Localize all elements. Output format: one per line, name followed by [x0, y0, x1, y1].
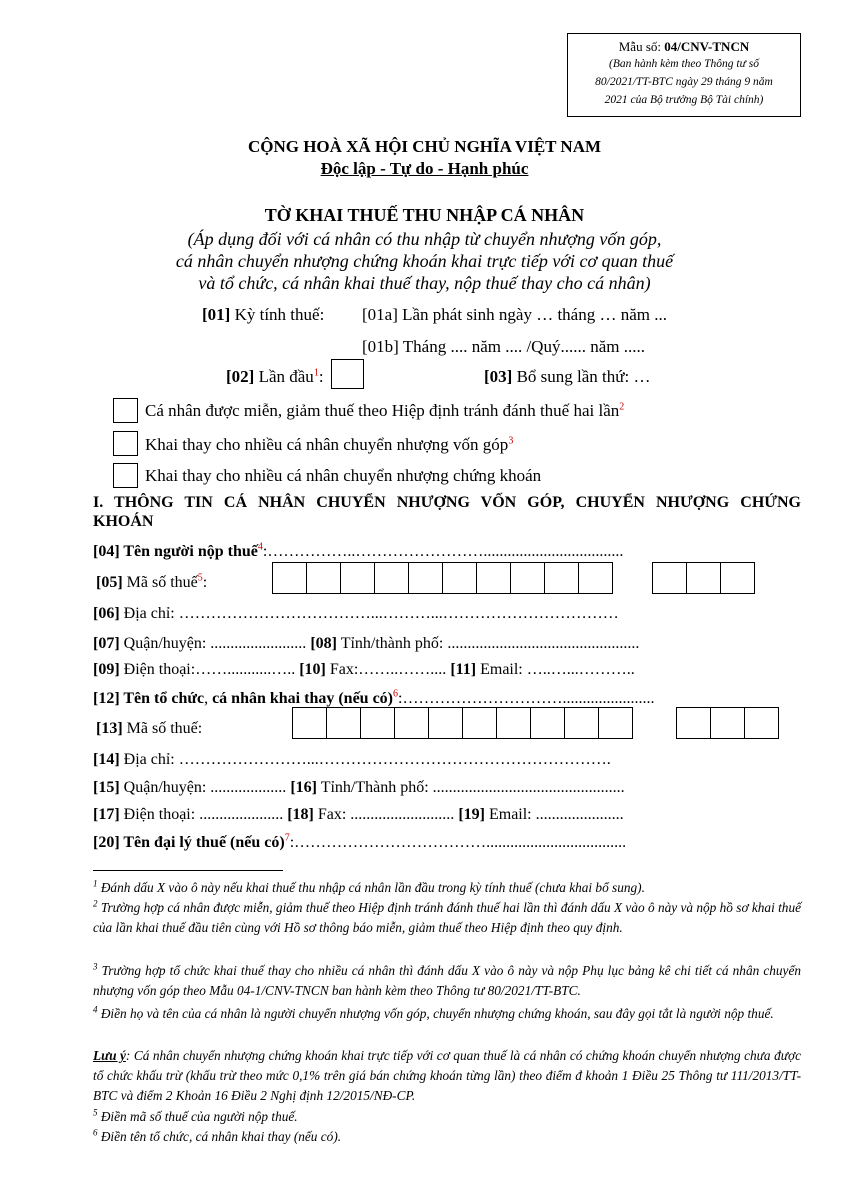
taxpayer-name-label: [04] Tên người nộp thuế — [93, 543, 258, 560]
tax-id-cell[interactable] — [374, 562, 409, 594]
tax-id-cell[interactable] — [340, 562, 375, 594]
footnote-4-text: Điền họ và tên của cá nhân là người chuyển nhượng vốn góp, chuyển nhượng chứng khoán, sau đây gọi tắt là người nộp thuế. — [100, 1006, 774, 1021]
agent-contact-row — [93, 806, 624, 824]
agent-tax-id-cell[interactable] — [530, 707, 565, 739]
form-box-line3: 80/2021/TT-BTC ngày 29 tháng 9 năm — [595, 76, 773, 88]
form-number-box — [567, 33, 801, 117]
tax-period-label: Kỳ tính thuế: — [234, 305, 325, 324]
footnote-2 — [93, 898, 801, 938]
agent-tax-id-branch-cell[interactable] — [744, 707, 779, 739]
code-03: [03] — [484, 367, 513, 386]
fax-input[interactable]: Fax:……..…….... — [329, 661, 447, 678]
motto: Độc lập - Tự do - Hạnh phúc — [320, 159, 529, 178]
code-18: [18] — [287, 806, 314, 823]
tax-id-cell[interactable] — [510, 562, 545, 594]
code-10: [10] — [299, 661, 326, 678]
tax-id-cell[interactable] — [544, 562, 579, 594]
agent-tax-id-label: Mã số thuế: — [126, 720, 203, 737]
motto-wrap — [0, 159, 849, 179]
code-19: [19] — [458, 806, 485, 823]
tax-id-sup: 5 — [197, 572, 203, 584]
title-sub-1: (Áp dụng đối với cá nhân có thu nhập từ chuyển nhượng vốn góp, — [187, 229, 662, 249]
title-sub-3: và tổ chức, cá nhân khai thuế thay, nộp thuế thay cho cá nhân) — [198, 273, 651, 293]
country-name: CỘNG HOÀ XÃ HỘI CHỦ NGHĨA VIỆT NAM — [247, 137, 602, 156]
email-input[interactable]: Email: …..…...……….. — [480, 661, 635, 678]
code-01: [01] — [202, 305, 231, 324]
tax-id-label: Mã số thuế — [126, 574, 198, 591]
tax-id-cell[interactable] — [476, 562, 511, 594]
tax-id-cell[interactable] — [442, 562, 477, 594]
period-01a: [01a] Lần phát sinh ngày … tháng … năm ... — [362, 305, 667, 324]
agent-district-input[interactable]: Quận/huyện: ................... — [123, 779, 287, 796]
code-14: [14] — [93, 751, 120, 768]
note-text: : Cá nhân chuyển nhượng chứng khoán khai trực tiếp với cơ quan thuế là cá nhân có chứng khoán chuyển nhượng chưa được tổ chức khấu trừ (khấu trừ theo mức 0,1% trên giá bán chứng khoán từng lần) theo điểm đ khoản 1 Điều 25 Thông tư 111/2013/TT-BTC và điểm 2 Khoản 16 Điều 2 Nghị định 12/2015/NĐ-CP. — [93, 1048, 801, 1103]
agent-org-sup: 6 — [393, 688, 398, 700]
code-13: [13] — [96, 720, 123, 737]
district-input[interactable]: Quận/huyện: ........................ — [123, 635, 307, 652]
tax-agent-input[interactable]: :………………………………................................... — [289, 834, 627, 851]
option-text-treaty: Cá nhân được miễn, giảm thuế theo Hiệp định tránh đánh thuế hai lần — [145, 401, 620, 420]
agent-tax-id-cell[interactable] — [564, 707, 599, 739]
agent-province-input[interactable]: Tỉnh/Thành phố: ................................................ — [320, 779, 625, 796]
code-07: [07] — [93, 635, 120, 652]
supplement-row — [484, 367, 650, 387]
period-01b: [01b] Tháng .... năm .... /Quý...... năm ..... — [362, 337, 645, 356]
agent-tax-id-row — [96, 720, 202, 738]
first-time-sup: 1 — [313, 367, 319, 379]
footnote-6-sup: 6 — [93, 1127, 98, 1138]
option-label-treaty — [145, 401, 624, 421]
option-checkbox-treaty[interactable] — [113, 398, 138, 423]
agent-district-province-row — [93, 779, 625, 797]
footnote-4 — [93, 1004, 801, 1024]
footnote-1 — [93, 878, 801, 898]
agent-tax-id-branch-cell[interactable] — [710, 707, 745, 739]
form-box-line2: (Ban hành kèm theo Thông tư số — [608, 58, 759, 70]
address-row — [93, 605, 619, 623]
tax-id-cell[interactable] — [272, 562, 307, 594]
tax-id-row — [96, 574, 207, 592]
agent-address-input[interactable]: Địa chỉ: ……………………...………………………………………………. — [123, 751, 611, 768]
code-09: [09] — [93, 661, 120, 678]
contact-row — [93, 661, 635, 679]
form-number-code: 04/CNV-TNCN — [664, 39, 750, 54]
tax-id-cells[interactable] — [272, 562, 613, 594]
tax-agent-sup: 7 — [284, 832, 290, 844]
tax-id-branch-cell[interactable] — [686, 562, 721, 594]
form-number-label: Mẫu số: — [618, 39, 661, 54]
form-title: TỜ KHAI THUẾ THU NHẬP CÁ NHÂN — [264, 205, 585, 225]
tax-id-branch-cells[interactable] — [652, 562, 755, 594]
agent-email-input[interactable]: Email: ...................... — [488, 806, 624, 823]
agent-tax-id-cell[interactable] — [360, 707, 395, 739]
province-input[interactable]: Tỉnh/thành phố: ................................................ — [340, 635, 640, 652]
section-heading-2: KHOÁN — [93, 513, 154, 530]
footnote-2-sup: 2 — [93, 898, 98, 909]
footnote-5-sup: 5 — [93, 1107, 98, 1118]
footnote-3-text: Trường hợp tổ chức khai thuế thay cho nhiều cá nhân thì đánh dấu X vào ô này và nộp Phụ lục bảng kê chi tiết cá nhân chuyển nhượng vốn góp theo Mẫu 04-1/CNV-TNCN ban hành kèm theo Thông tư 80/2021/TT-BTC. — [93, 963, 801, 998]
agent-org-label: [12] Tên tổ chức — [93, 690, 205, 707]
phone-input[interactable]: Điện thoại:……...........….. — [123, 661, 296, 678]
agent-org-comma: , — [204, 690, 209, 707]
option-checkbox-securities[interactable] — [113, 463, 138, 488]
option-sup-capital: 3 — [508, 435, 514, 447]
agent-address-row — [93, 751, 611, 769]
code-08: [08] — [310, 635, 337, 652]
option-label-securities: Khai thay cho nhiều cá nhân chuyển nhượng chứng khoán — [145, 466, 542, 485]
footnote-1-text: Đánh dấu X vào ô này nếu khai thuế thu nhập cá nhân lần đầu trong kỳ tính thuế (chưa khai bổ sung). — [100, 880, 645, 895]
address-input[interactable]: Địa chỉ: ………………………………...………...…………………………… — [123, 605, 619, 622]
code-05: [05] — [96, 574, 123, 591]
option-checkbox-capital[interactable] — [113, 431, 138, 456]
agent-tax-id-cell[interactable] — [462, 707, 497, 739]
agent-tax-id-branch-cell[interactable] — [676, 707, 711, 739]
tax-agent-row — [93, 834, 626, 852]
first-time-checkbox[interactable] — [331, 359, 364, 389]
taxpayer-name-input[interactable]: :……………..……………………................................... — [262, 543, 624, 560]
tax-id-branch-cell[interactable] — [652, 562, 687, 594]
agent-org-label-2: cá nhân khai thay (nếu có) — [212, 690, 393, 707]
tax-id-cell[interactable] — [578, 562, 613, 594]
tax-id-colon: : — [202, 574, 208, 591]
footnote-6-text: Điền tên tổ chức, cá nhân khai thay (nếu có). — [100, 1129, 342, 1144]
agent-org-input[interactable]: :…………………………....................... — [398, 690, 655, 707]
tax-id-branch-cell[interactable] — [720, 562, 755, 594]
footnote-2-text: Trường hợp cá nhân được miễn, giảm thuế theo Hiệp định tránh đánh thuế hai lần thì đánh dấu X vào ô này và nộp hồ sơ khai thuế của lần khai thuế đầu tiên cùng với Hồ sơ thông báo miễn, giảm thuế theo Hiệp định theo quy định. — [93, 900, 801, 935]
agent-tax-id-cell[interactable] — [598, 707, 633, 739]
code-06: [06] — [93, 605, 120, 622]
footnote-5-text: Điền mã số thuế của người nộp thuế. — [100, 1109, 298, 1124]
option-text-capital: Khai thay cho nhiều cá nhân chuyển nhượng vốn góp — [145, 435, 509, 454]
footnote-4-sup: 4 — [93, 1004, 98, 1015]
option-sup-treaty: 2 — [619, 401, 625, 413]
footnote-3-sup: 3 — [93, 961, 98, 972]
agent-tax-id-cell[interactable] — [496, 707, 531, 739]
agent-tax-id-cell[interactable] — [326, 707, 361, 739]
agent-tax-id-cells[interactable] — [292, 707, 633, 739]
first-time-row: [02] Lần đầu$^1$: — [226, 367, 324, 386]
footnote-5 — [93, 1107, 801, 1127]
taxpayer-name-row — [93, 543, 623, 561]
code-11: [11] — [450, 661, 477, 678]
footnote-6 — [93, 1127, 801, 1147]
agent-tax-id-cell[interactable] — [292, 707, 327, 739]
tax-agent-label: [20] Tên đại lý thuế (nếu có) — [93, 834, 285, 851]
code-02: [02] — [226, 367, 255, 386]
footnote-3 — [93, 961, 801, 1001]
tax-id-cell[interactable] — [306, 562, 341, 594]
agent-tax-id-cell[interactable] — [428, 707, 463, 739]
agent-fax-input[interactable]: Fax: .......................... — [317, 806, 455, 823]
agent-phone-input[interactable]: Điện thoại: ..................... — [123, 806, 284, 823]
code-15: [15] — [93, 779, 120, 796]
footnote-separator — [93, 870, 283, 871]
footnote-1-sup: 1 — [93, 878, 98, 889]
agent-org-row — [93, 690, 654, 708]
title-sub-2: cá nhân chuyển nhượng chứng khoán khai trực tiếp với cơ quan thuế — [175, 251, 674, 271]
district-province-row — [93, 635, 639, 653]
agent-tax-id-cell[interactable] — [394, 707, 429, 739]
form-box-line4: 2021 của Bộ trưởng Bộ Tài chính) — [604, 94, 764, 106]
first-time-label: Lần đầu — [258, 367, 314, 386]
note — [93, 1046, 801, 1106]
tax-period-label-row — [202, 305, 324, 325]
section-heading-1: I. THÔNG TIN CÁ NHÂN CHUYỂN NHƯỢNG VỐN GÓP, CHUYỂN NHƯỢNG CHỨNG — [93, 494, 801, 511]
code-16: [16] — [290, 779, 317, 796]
tax-id-cell[interactable] — [408, 562, 443, 594]
note-label: Lưu ý — [93, 1048, 126, 1063]
code-17: [17] — [93, 806, 120, 823]
taxpayer-name-sup: 4 — [257, 541, 263, 553]
agent-tax-id-branch-cells[interactable] — [676, 707, 779, 739]
option-label-capital — [145, 435, 513, 455]
supplement-label: Bổ sung lần thứ: … — [516, 367, 651, 386]
